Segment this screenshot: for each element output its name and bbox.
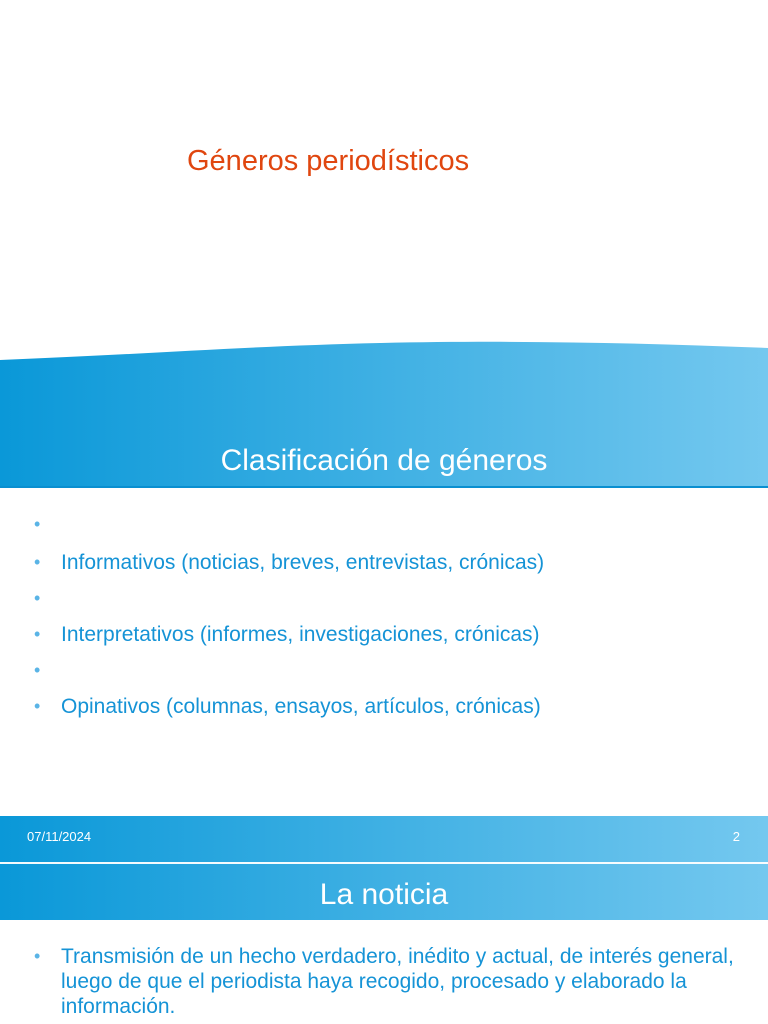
- section-heading: La noticia: [319, 878, 449, 911]
- section-banner: [0, 816, 768, 920]
- bullet-icon: •: [34, 696, 41, 716]
- list-item-text: Informativos (noticias, breves, entrevistas, crónicas): [61, 551, 545, 574]
- bullet-icon: •: [34, 660, 41, 680]
- list-item-text: Interpretativos (informes, investigaciones, crónicas): [61, 623, 540, 646]
- bullet-icon: •: [34, 624, 41, 644]
- bullet-icon: •: [34, 552, 41, 572]
- title-slide: [0, 0, 768, 488]
- list-item-text: Opinativos (columnas, ensayos, artículos, crónicas): [61, 695, 541, 718]
- section-heading: Clasificación de géneros: [220, 444, 548, 477]
- content-slide: [0, 488, 768, 1024]
- definition-text: Transmisión de un hecho verdadero, inédito y actual, de interés general, luego de que el periodista haya recogido, procesado y elaborado la información.: [61, 945, 734, 1018]
- presentation-title: Géneros periodísticos: [187, 145, 470, 177]
- slide-number: 2: [732, 829, 740, 844]
- bullet-icon: •: [34, 514, 41, 534]
- bullet-icon: •: [34, 588, 41, 608]
- slide-date: 07/11/2024: [27, 829, 92, 844]
- section-banner: [0, 340, 768, 488]
- bullet-icon: •: [34, 946, 41, 966]
